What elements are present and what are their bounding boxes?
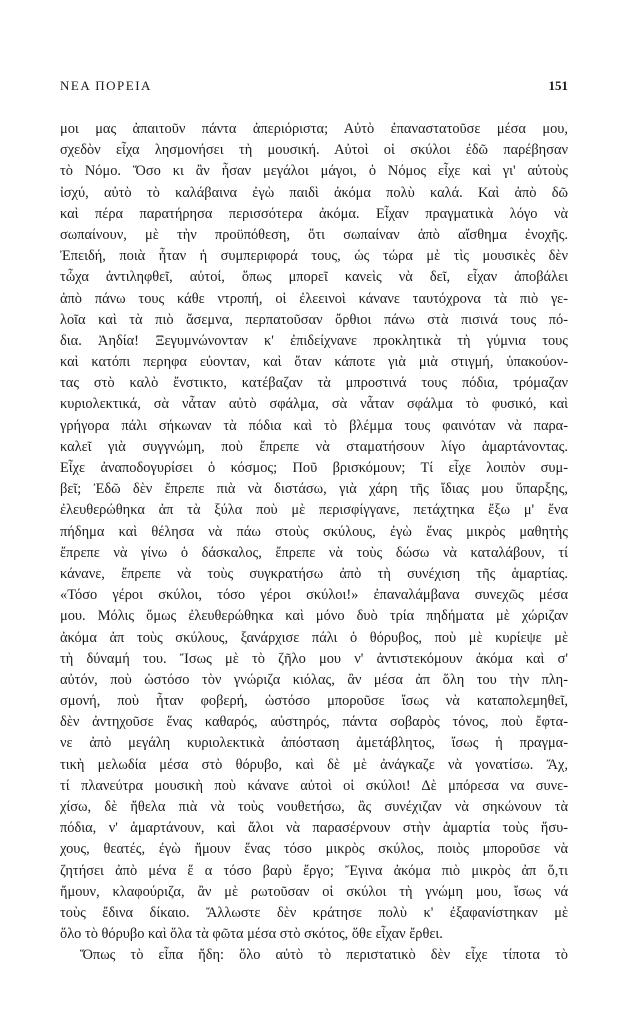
- text-line: δὲν ἀντηχοῦσε ἕνας καθαρός, αὐστηρός, πάντα σοβαρὸς τόνος, ποὺ ἔφτα-: [60, 714, 568, 731]
- text-line: ἀκόμα ἀπ τοὺς σκύλους, ξανάρχισε πάλι ὁ θόρυβος, ποὺ μὲ κυρίεψε μὲ: [60, 629, 568, 646]
- text-line: τί πλανεύτρα μουσικὴ ποὺ κάνανε αὐτοὶ οἱ σκύλοι! Δὲ μπόρεσα να συνε-: [60, 777, 568, 794]
- text-line: λοῖα καὶ τὰ πιὸ ἄσεμνα, περπατοῦσαν ὄρθιοι πάνω στὰ πισινά τους πό-: [60, 311, 568, 328]
- page-number: 151: [548, 78, 568, 93]
- text-line: αὐτόν, ποὺ ὡστόσο τὸν γνώριζα κιόλας, ἂν μέσα ἀπ ὅλη του τὴν πλη-: [60, 671, 568, 688]
- text-line: τας στὸ καλὸ ἔνστικτο, κατέβαζαν τὰ μπροστινά τους πόδια, τρόμαζαν: [60, 375, 568, 392]
- text-line: γρήγορα πάλι σήκωναν τὰ πόδια καὶ τὸ βλέμμα τους φαινόταν νὰ παρα-: [60, 417, 568, 434]
- text-line: ἤμουν, κλαφούριζα, ἂν μὲ ρωτοῦσαν οἱ σκύλοι τὴ γνώμη μου, ἴσως νά: [60, 883, 568, 900]
- text-line: τὦχα ἀντιληφθεῖ, αὐτοί, ὅπως μπορεῖ κανεὶς νὰ δεῖ, εἶχαν ἀποβάλει: [60, 269, 568, 286]
- text-line: κάνανε, ἔπρεπε νὰ τοὺς συγκρατήσω ἀπὸ τὴ συνέχιση τῆς ἁμαρτίας.: [60, 565, 568, 582]
- text-line: Ὅπως τὸ εἶπα ἤδη: ὅλο αὐτὸ τὸ περιστατικὸ δὲν εἶχε τίποτα τὸ: [80, 947, 568, 964]
- text-line: καλεῖ γιὰ συγγνώμη, ποὺ ἔπρεπε νὰ σταματήσουν λίγο ἁμαρτάνοντας.: [60, 438, 568, 455]
- text-line: βεῖ; Ἐδῶ δὲν ἔπρεπε πιὰ νὰ διστάσω, γιὰ χάρη τῆς ἴδιας μου ὕπαρξης,: [60, 481, 568, 498]
- text-line: σχεδὸν εἶχα λησμονήσει τὴ μουσική. Αὐτοὶ οἱ σκύλοι ἐδῶ παρέβησαν: [60, 142, 568, 159]
- text-line: σωπαίνουν, μὲ τὴν προϋπόθεση, ὅτι σωπαίναν ἀπὸ αἴσθημα ἐνοχῆς.: [60, 226, 568, 243]
- text-line: πόδια, ν' ἁμαρτάνουν, καὶ ἄλοι νὰ παρασέρνουν στὴν ἁμαρτία τοὺς ἥσυ-: [60, 820, 568, 837]
- text-line: σμονή, ποὺ ἦταν φοβερή, ὡστόσο μποροῦσε ἴσως νὰ καταπολεμηθεῖ,: [60, 693, 568, 710]
- running-header: [60, 78, 568, 96]
- text-line: πήδημα καὶ θέλησα νὰ πάω στοὺς σκύλους, ἐγὼ ἕνας μικρὸς μαθητὴς: [60, 523, 568, 540]
- text-line: χους, θεατές, ἐγὼ ἤμουν ἕνας τόσο μικρὸς σκύλος, ποιὸς μποροῦσε νὰ: [60, 841, 568, 858]
- text-line: τὴ δύναμή του. Ἴσως μὲ τὸ ζῆλο μου ν' ἀντιστεκόμουν ἀκόμα καὶ σ': [60, 650, 568, 667]
- text-line: ἰσχύ, αὐτὸ τὸ καλάβαινα ἐγὼ παιδὶ ἀκόμα πολὺ καλά. Καὶ ἀπὸ δῶ: [60, 184, 568, 201]
- body-text: [60, 119, 568, 967]
- text-line: καὶ κατόπι περηφα εὐονταν, καὶ ὅταν κάποτε γιὰ μιὰ στιγμή, ὑπακούον-: [60, 354, 568, 371]
- text-line: κυριολεκτικά, σὰ νἆταν αὐτὸ σφάλμα, σὰ νἆταν σφάλμα τὸ φυσικό, καὶ: [60, 396, 568, 413]
- text-line: μοι μας ἀπαιτοῦν πάντα ἀπεριόριστα; Αὐτὸ ἐπαναστατοῦσε μέσα μου,: [60, 121, 568, 137]
- text-line: καὶ πέρα παρατήρησα περισσότερα ἀκόμα. Εἶχαν πραγματικὰ λόγο νὰ: [60, 205, 568, 222]
- text-line: ὅλο τὸ θόρυβο καὶ ὅλα τὰ φῶτα μέσα στὸ σκότος, ὅθε εἶχαν ἔρθει.: [60, 926, 443, 943]
- text-line: ἔπρεπε νὰ γίνω ὁ δάσκαλος, ἔπρεπε νὰ τοὺς δώσω νὰ καταλάβουν, τί: [60, 544, 568, 561]
- text-line: ἐλευθερώθηκα ἀπ τὰ ξύλα ποὺ μὲ περισφίγγανε, πετάχτηκα ἔξω μ' ἕνα: [60, 502, 568, 519]
- text-line: «Τόσο γέροι σκύλοι, τόσο γέροι σκύλοι!» ἐπαναλάμβανα συνεχῶς μέσα: [60, 587, 568, 604]
- text-line: ἀπὸ πάνω τους κάθε ντροπή, οἱ ἐλεεινοὶ κάνανε ταυτόχρονα τὰ πιὸ γε-: [60, 290, 568, 307]
- text-line: Εἶχε ἀναποδογυρίσει ὁ κόσμος; Ποῦ βρισκόμουν; Τί εἶχε λοιπὸν συμ-: [60, 460, 568, 476]
- text-line: χίσω, δὲ ἤθελα πιὰ νὰ τοὺς νουθετήσω, ἂς συνέχιζαν νὰ σηκώνουν τὰ: [60, 799, 568, 815]
- text-line: τὸ Νόμο. Ὅσο κι ἂν ἦσαν μεγάλοι μάγοι, ὁ Νόμος εἶχε καὶ γι' αὐτοὺς: [60, 163, 568, 180]
- journal-title: ΝΕΑ ΠΟΡΕΙΑ: [60, 78, 152, 93]
- text-line: μου. Μόλις ὅμως ἐλευθερώθηκα καὶ μόνο δυὸ τρία πηδήματα μὲ χώριζαν: [60, 608, 568, 625]
- text-line: Ἐπειδή, ποιὰ ἦταν ἡ συμπεριφορά τους, ὡς τώρα μὲ τὶς μουσικὲς δὲν: [60, 248, 568, 265]
- text-line: ζητήσει ἀπὸ μένα ἕ α τόσο βαρὺ ἔργο; Ἔγινα ἀκόμα πιὸ μικρὸς ἀπ ὅ,τι: [60, 862, 568, 879]
- text-line: νε ἀπὸ μεγάλη κυριολεκτικὰ ἀπόσταση ἀμετάβλητος, ἴσως ἡ πραγμα-: [60, 735, 568, 752]
- text-line: τοὺς ἔδινα δίκαιο. Ἄλλωστε δὲν κράτησε πολὺ κ' ἐξαφανίστηκαν μὲ: [60, 904, 568, 921]
- text-line: δια. Ἀηδία! Ξεγυμνώνονταν κ' ἐπιδείχνανε προκλητικὰ τὴ γύμνια τους: [60, 332, 568, 349]
- text-line: τικὴ μελωδία μέσα στὸ θόρυβο, καὶ δὲ μὲ ἀνάγκαζε νὰ γονατίσω. Ἄχ,: [60, 756, 568, 773]
